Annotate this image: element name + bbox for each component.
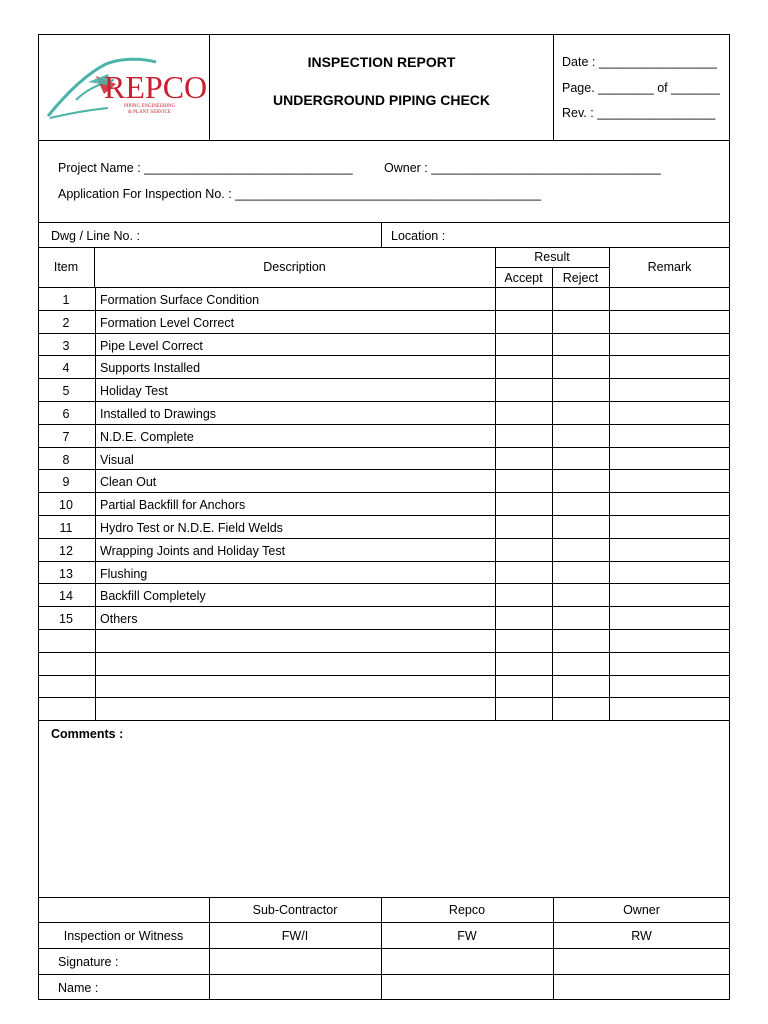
accept-cell[interactable] [496,402,552,423]
row-item-number: 14 [59,589,73,604]
header-divider-right [553,34,554,140]
signature-label: Signature : [58,955,119,969]
remark-cell[interactable] [610,630,729,651]
header-reject: Reject [562,271,599,285]
col-item-divider-body [95,287,96,720]
comments-bottom-line [38,897,730,898]
row-item-number: 10 [59,498,73,513]
row-item-number: 9 [62,475,70,490]
dwg-bottom-line [38,247,730,248]
owner-signature-cell[interactable] [554,949,729,973]
table-row [38,310,730,333]
row-divider [38,629,730,630]
row-description: Holiday Test [100,384,168,399]
table-row [38,697,730,720]
result-header-divider [495,267,609,268]
accept-cell[interactable] [496,356,552,377]
table-row [38,355,730,378]
row-description: Formation Surface Condition [100,293,260,307]
row-divider [38,561,730,562]
reject-cell[interactable] [553,402,609,423]
accept-cell[interactable] [496,288,552,309]
header-remark: Remark [647,260,692,274]
row-item-number: 5 [62,384,70,399]
remark-cell[interactable] [610,334,729,355]
remark-cell[interactable] [610,516,729,537]
row-divider [38,310,730,311]
remark-cell[interactable] [610,356,729,377]
accept-cell[interactable] [496,448,552,469]
accept-cell[interactable] [496,676,552,697]
accept-cell[interactable] [496,653,552,674]
table-row [38,492,730,515]
header-bottom-line [38,140,730,141]
row-description: Flushing [100,566,148,581]
table-row [38,378,730,401]
row-divider [38,652,730,653]
reject-cell[interactable] [553,539,609,560]
remark-cell[interactable] [610,676,729,697]
header-divider-left [209,34,210,140]
reject-cell[interactable] [553,607,609,628]
remark-cell[interactable] [610,288,729,309]
reject-cell[interactable] [553,630,609,651]
row-divider [38,401,730,402]
accept-cell[interactable] [496,539,552,560]
signoff-header-repco: Repco [448,903,486,917]
reject-cell[interactable] [553,334,609,355]
table-row [38,606,730,629]
accept-cell[interactable] [496,470,552,491]
reject-cell[interactable] [553,584,609,605]
header-result: Result [534,250,570,264]
row-divider [38,675,730,676]
dwg-line-field[interactable]: Dwg / Line No. : [51,229,140,243]
row-divider [38,355,730,356]
subcontractor-signature-cell[interactable] [210,949,380,973]
table-row [38,538,730,561]
table-row [38,629,730,652]
remark-cell[interactable] [610,493,729,514]
row-item-number: 13 [59,566,73,581]
row-description: Formation Level Correct [100,315,235,330]
signoff-line-1 [38,922,730,923]
row-divider [38,378,730,379]
accept-cell[interactable] [496,493,552,514]
owner-name-cell[interactable] [554,975,729,999]
table-row [38,333,730,356]
remark-cell[interactable] [610,379,729,400]
owner-inspection-value: RW [631,929,652,943]
inspection-witness-label: Inspection or Witness [63,929,184,943]
remark-cell[interactable] [610,653,729,674]
application-no-field[interactable]: Application For Inspection No. : ____________________________________________ [58,187,542,201]
row-description: Clean Out [100,475,157,490]
table-row [38,424,730,447]
row-description: Wrapping Joints and Holiday Test [100,543,286,558]
row-description: Visual [100,452,134,467]
row-item-number: 8 [62,452,70,467]
header-description: Description [263,260,326,274]
row-description: N.D.E. Complete [100,429,194,444]
reject-cell[interactable] [553,698,609,719]
report-title: INSPECTION REPORT [307,54,456,70]
logo-text: REPCO [104,69,206,105]
table-row [38,447,730,470]
row-divider [38,469,730,470]
reject-cell[interactable] [553,311,609,332]
row-description: Supports Installed [100,361,201,376]
row-description: Backfill Completely [100,589,206,604]
dwg-location-divider [381,222,382,247]
reject-cell[interactable] [553,470,609,491]
row-item-number: 12 [59,543,73,558]
table-row [38,515,730,538]
accept-cell[interactable] [496,334,552,355]
reject-cell[interactable] [553,425,609,446]
remark-cell[interactable] [610,311,729,332]
row-description: Installed to Drawings [100,407,217,421]
repco-signature-cell[interactable] [382,949,552,973]
remark-cell[interactable] [610,562,729,583]
logo-graphic [46,54,206,122]
row-description: Hydro Test or N.D.E. Field Welds [100,521,283,535]
accept-cell[interactable] [496,584,552,605]
comments-area[interactable] [39,745,729,897]
row-item-number: 15 [59,612,73,627]
reject-cell[interactable] [553,288,609,309]
remark-cell[interactable] [610,402,729,423]
accept-cell[interactable] [496,311,552,332]
row-divider [38,424,730,425]
row-divider [38,447,730,448]
remark-cell[interactable] [610,539,729,560]
signoff-header-owner: Owner [623,903,660,917]
table-row [38,583,730,606]
header-item: Item [53,260,79,274]
row-item-number: 7 [62,429,70,444]
reject-cell[interactable] [553,516,609,537]
row-divider [38,333,730,334]
accept-cell[interactable] [496,607,552,628]
reject-cell[interactable] [553,676,609,697]
logo-subtext-2: & PLANT SERVICE [128,110,171,115]
subcontractor-inspection-value: FW/I [281,929,309,943]
remark-cell[interactable] [610,425,729,446]
location-field[interactable]: Location : [391,229,446,243]
row-item-number: 6 [62,407,70,421]
table-row [38,675,730,698]
accept-cell[interactable] [496,425,552,446]
name-label: Name : [58,981,99,995]
reject-cell[interactable] [553,562,609,583]
accept-cell[interactable] [496,698,552,719]
date-field[interactable]: Date : _________________ [562,55,718,69]
accept-cell[interactable] [496,630,552,651]
row-divider [38,606,730,607]
row-description: Pipe Level Correct [100,338,203,353]
repco-logo [46,54,206,122]
row-divider [38,583,730,584]
comments-label: Comments : [51,727,124,741]
subcontractor-name-cell[interactable] [210,975,380,999]
row-divider [38,697,730,698]
table-row [38,469,730,492]
accept-cell[interactable] [496,516,552,537]
reject-cell[interactable] [553,653,609,674]
rev-field[interactable]: Rev. : _________________ [562,106,716,120]
reject-cell[interactable] [553,448,609,469]
accept-cell[interactable] [496,562,552,583]
owner-field[interactable]: Owner : _________________________________ [384,161,661,175]
table-row [38,401,730,424]
row-item-number: 11 [59,521,73,535]
reject-cell[interactable] [553,356,609,377]
row-divider [38,538,730,539]
header-accept: Accept [504,271,543,285]
reject-cell[interactable] [553,379,609,400]
row-item-number: 4 [62,361,70,376]
accept-cell[interactable] [496,379,552,400]
row-item-number: 1 [62,293,70,307]
row-description: Partial Backfill for Anchors [100,498,246,513]
row-description: Others [100,612,138,627]
report-subtitle: UNDERGROUND PIPING CHECK [272,92,490,108]
repco-inspection-value: FW [457,929,477,943]
logo-subtext-1: PIPING ENGINEERING [124,104,176,109]
reject-cell[interactable] [553,493,609,514]
row-item-number: 3 [62,338,70,353]
signoff-header-subcontractor: Sub-Contractor [252,903,338,917]
remark-cell[interactable] [610,698,729,719]
row-divider [38,492,730,493]
project-name-field[interactable]: Project Name : ______________________________ [58,161,353,175]
table-row [38,652,730,675]
page-field[interactable]: Page. ________ of _______ [562,81,720,95]
project-bottom-line [38,222,730,223]
remark-cell[interactable] [610,448,729,469]
table-bottom-line [38,720,730,721]
repco-name-cell[interactable] [382,975,552,999]
remark-cell[interactable] [610,584,729,605]
table-row [38,561,730,584]
remark-cell[interactable] [610,470,729,491]
row-divider [38,515,730,516]
row-item-number: 2 [62,315,70,330]
table-row [38,287,730,310]
remark-cell[interactable] [610,607,729,628]
